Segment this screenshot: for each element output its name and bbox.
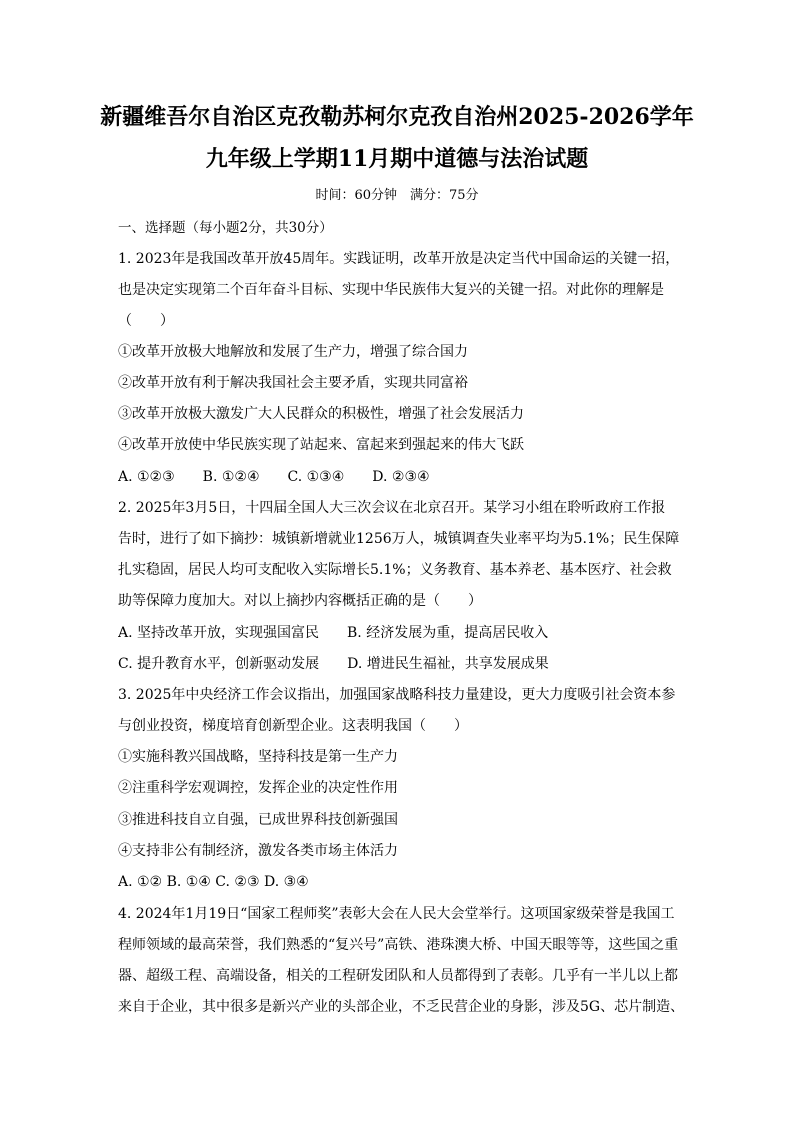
document-title-line1: 新疆维吾尔自治区克孜勒苏柯尔克孜自治州2025-2026学年: [100, 104, 694, 130]
q2-options-line: C. 提升教育水平，创新驱动发展 D. 增进民生福祉，共享发展成果: [118, 656, 549, 672]
q4-stem-line: 4. 2024年1月19日“国家工程师奖”表彰大会在人民大会堂举行。这项国家级荣誉是我国工: [118, 906, 675, 922]
q3-stem-line: 与创业投资，梯度培育创新型企业。这表明我国（ ）: [118, 718, 468, 734]
exam-meta: 时间：60分钟 满分：75分: [315, 188, 479, 203]
q1-item: ④改革开放使中华民族实现了站起来、富起来到强起来的伟大飞跃: [118, 437, 524, 453]
q4-stem-line: 程师领域的最高荣誉，我们熟悉的“复兴号”高铁、港珠澳大桥、中国天眼等等，这些国之重: [118, 937, 679, 953]
q2-stem-line: 告时，进行了如下摘抄：城镇新增就业1256万人，城镇调查失业率平均为5.1%；民生保障: [118, 531, 680, 547]
section-heading: 一、选择题（每小题2分，共30分）: [118, 220, 333, 236]
q2-stem-line: 2. 2025年3月5日，十四届全国人大三次会议在北京召开。某学习小组在聆听政府工作报: [118, 500, 666, 516]
q3-stem-line: 3. 2025年中央经济工作会议指出，加强国家战略科技力量建设，更大力度吸引社会资本参: [118, 687, 676, 703]
q4-stem-line: 器、超级工程、高端设备，相关的工程研发团队和人员都得到了表彰。几乎有一半儿以上都: [118, 968, 678, 984]
q3-item: ③推进科技自立自强，已成世界科技创新强国: [118, 812, 398, 828]
q2-stem-line: 扎实稳固，居民人均可支配收入实际增长5.1%；义务教育、基本养老、基本医疗、社会救: [118, 562, 672, 578]
q1-stem-line: （ ）: [118, 313, 174, 329]
document-title-line2: 九年级上学期11月期中道德与法治试题: [205, 146, 589, 172]
q3-options: A. ①② B. ①④ C. ②③ D. ③④: [118, 874, 309, 890]
q4-stem-line: 来自于企业，其中很多是新兴产业的头部企业，不乏民营企业的身影，涉及5G、芯片制造、: [118, 999, 685, 1015]
q1-stem-line: 1. 2023年是我国改革开放45周年。实践证明，改革开放是决定当代中国命运的关键一招，: [118, 251, 680, 267]
q3-item: ②注重科学宏观调控，发挥企业的决定性作用: [118, 780, 398, 796]
q1-stem-line: 也是决定实现第二个百年奋斗目标、实现中华民族伟大复兴的关键一招。对此你的理解是: [118, 282, 664, 298]
q1-options: A. ①②③ B. ①②④ C. ①③④ D. ②③④: [118, 469, 430, 485]
q3-item: ①实施科教兴国战略，坚持科技是第一生产力: [118, 749, 398, 765]
q2-options-line: A. 坚持改革开放，实现强国富民 B. 经济发展为重，提高居民收入: [118, 625, 549, 641]
q1-item: ②改革开放有利于解决我国社会主要矛盾，实现共同富裕: [118, 375, 468, 391]
q3-item: ④支持非公有制经济，激发各类市场主体活力: [118, 843, 398, 859]
q1-item: ③改革开放极大激发广大人民群众的积极性，增强了社会发展活力: [118, 406, 524, 422]
q2-stem-line: 助等保障力度加大。对以上摘抄内容概括正确的是（ ）: [118, 593, 482, 609]
q1-item: ①改革开放极大地解放和发展了生产力，增强了综合国力: [118, 344, 468, 360]
